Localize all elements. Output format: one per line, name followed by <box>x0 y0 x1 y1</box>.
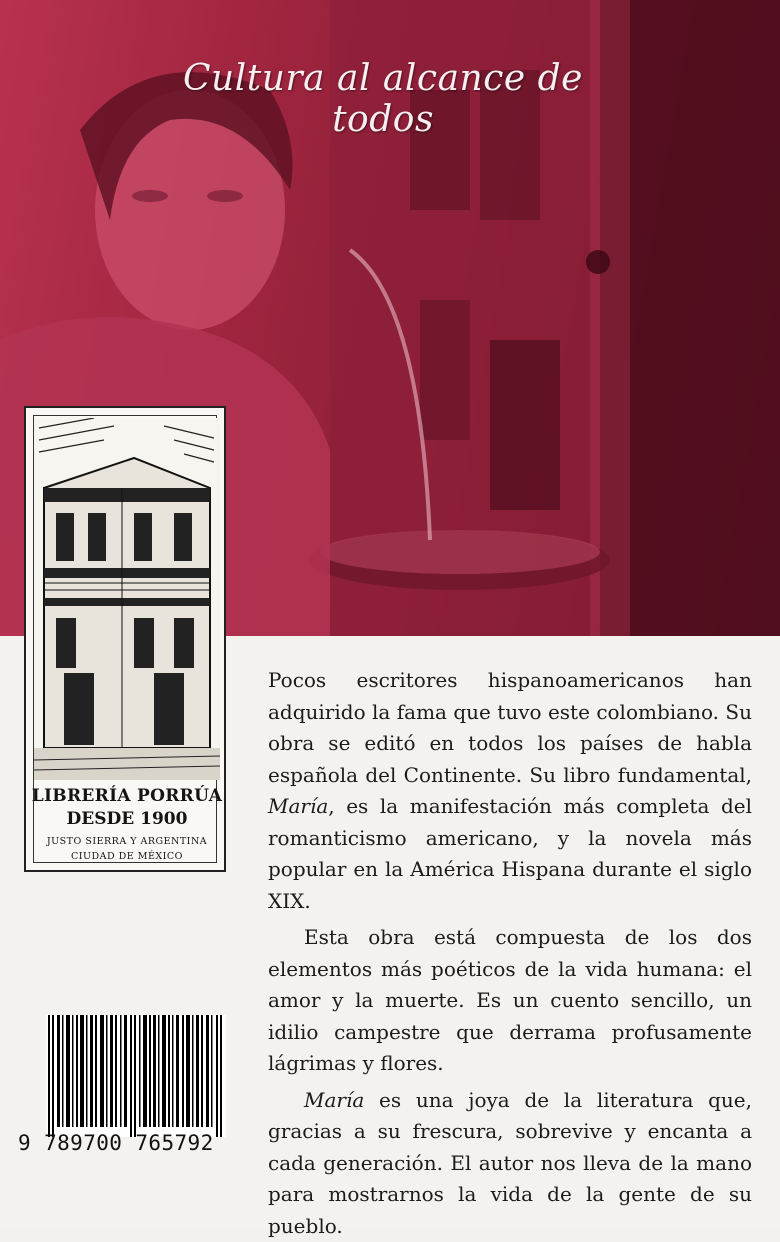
seal-address: JUSTO SIERRA Y ARGENTINA <box>26 836 228 847</box>
description-paragraph-2: Esta obra está compuesta de los dos elementos más poéticos de la vida humana: el amor y la muerte. Es un cuento sencillo, un idilio campestre que derrama profusamente lágrimas y flores. <box>268 922 752 1080</box>
description-paragraph-1 <box>268 665 752 917</box>
isbn-barcode <box>46 1015 226 1137</box>
seal-city: CIUDAD DE MÉXICO <box>26 851 228 862</box>
paragraph-1-text-b: , es la manifestación más completa del romanticismo americano, y la novela más popular en la América Hispana durante el siglo XIX. <box>268 794 752 913</box>
bookstore-building-engraving <box>34 418 220 780</box>
paragraph-3-text: es una joya de la literatura que, gracias a su frescura, sobrevive y encanta a cada generación. El autor nos lleva de la mano para mostrarnos la vida de la gente de su pueblo. <box>268 1088 752 1238</box>
paragraph-1-book-title: María <box>268 794 328 818</box>
cover-tagline: Cultura al alcance de todos <box>158 58 608 140</box>
isbn-number: 9 789700 765792 <box>18 1131 230 1155</box>
paragraph-1-text-a: Pocos escritores hispanoamericanos han adquirido la fama que tuvo este colombiano. Su obra se editó en todos los países de habla española del Continente. Su libro fundamental, <box>268 668 752 787</box>
description-paragraph-3 <box>268 1085 752 1242</box>
seal-store-name: LIBRERÍA PORRÚA <box>26 786 228 806</box>
seal-founded-year: DESDE 1900 <box>26 809 228 829</box>
book-description <box>268 665 752 1242</box>
paragraph-3-book-title: María <box>304 1088 364 1112</box>
publisher-seal <box>24 406 226 872</box>
barcode-bars <box>46 1015 226 1137</box>
